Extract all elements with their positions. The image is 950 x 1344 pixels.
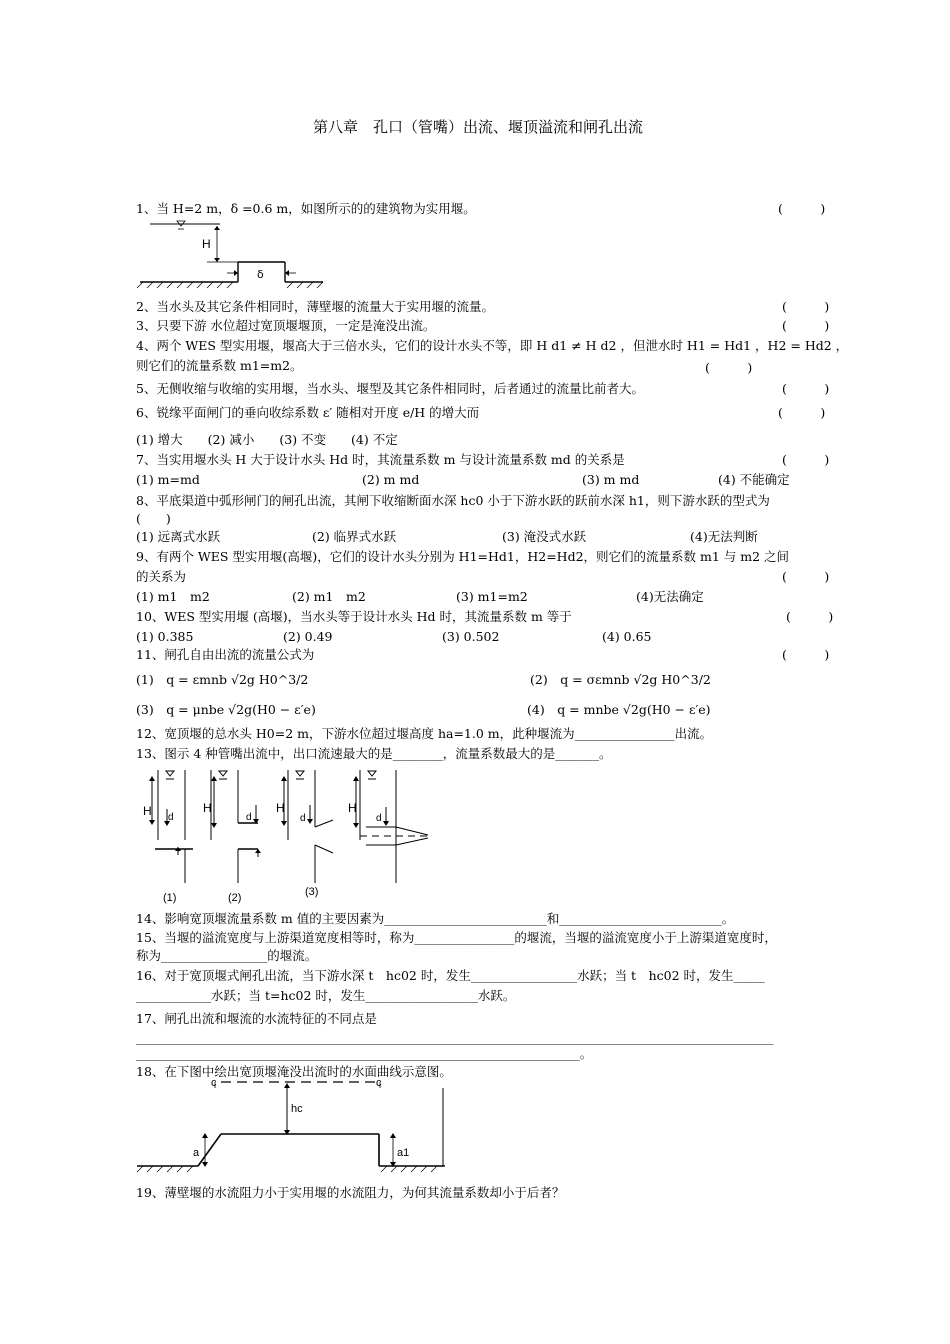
answer-blank-7[interactable]: ( ) [782, 452, 830, 467]
figure-1-weir [135, 216, 325, 296]
answer-blank-11[interactable]: ( ) [782, 647, 830, 662]
question-13: 13、图示 4 种管嘴出流中，出口流速最大的是________，流量系数最大的是_______。 [136, 746, 612, 761]
fig13-d-label-1: d [168, 812, 174, 823]
question-14: 14、影响宽顶堰流量系数 m 值的主要因素为__________________________和__________________________。 [136, 911, 735, 926]
question-8: 8、平底渠道中弧形闸门的闸孔出流，其闸下收缩断面水深 hc0 小于下游水跃的跃前水深 h1，则下游水跃的型式为 [136, 493, 770, 508]
fig13-H-label-1: H [143, 804, 152, 818]
question-15-cont: 称为_________________的堰流。 [136, 948, 318, 963]
answer-blank-9[interactable]: ( ) [782, 569, 830, 584]
question-4: 4、两个 WES 型实用堰，堰高大于三倍水头，它们的设计水头不等，即 H d1 ≠ H d2 ，但泄水时 H1 = Hd1 ，H2 = Hd2 ， [136, 338, 849, 353]
q7-option-4: (4) 不能确定 [718, 472, 790, 487]
figure-13-nozzles [138, 765, 438, 905]
question-18: 18、在下图中绘出宽顶堰淹没出流时的水面曲线示意图。 [136, 1064, 452, 1079]
answer-blank-1[interactable]: ( ) [778, 201, 826, 216]
q11-option-1: (1) q = εmnb √2g H0^3/2 [136, 672, 309, 687]
question-3: 3、只要下游 水位超过宽顶堰堰顶，一定是淹没出流。 [136, 318, 436, 333]
answer-blank-10[interactable]: ( ) [786, 609, 834, 624]
q8-option-2: (2) 临界式水跃 [312, 529, 397, 544]
fig18-c-label-left: c [211, 1077, 217, 1089]
question-6-options: (1) 增大 (2) 减小 (3) 不变 (4) 不定 [136, 432, 398, 447]
fig13-d-label-2: d [246, 812, 252, 823]
question-15: 15、当堰的溢流宽度与上游渠道宽度相等时，称为________________的堰流，当堰的溢流宽度小于上游渠道宽度时， [136, 930, 777, 945]
fig13-d-label-3: d [300, 813, 306, 824]
q9-option-4: (4)无法确定 [636, 589, 704, 604]
question-17: 17、闸孔出流和堰流的水流特征的不同点是 [136, 1011, 377, 1026]
q7-option-2: (2) m md [362, 472, 420, 487]
fig13-label-3: (3) [305, 886, 319, 898]
fig1-H-label: H [202, 237, 211, 251]
q8-option-1: (1) 远离式水跃 [136, 529, 221, 544]
fig13-H-label-4: H [348, 801, 357, 815]
question-10: 10、WES 型实用堰 (高堰)，当水头等于设计水头 Hd 时，其流量系数 m 等于 [136, 609, 572, 624]
answer-blank-2[interactable]: ( ) [782, 299, 830, 314]
answer-line-17b[interactable]: _______________________________________________________________________。 [136, 1046, 593, 1061]
fig13-label-2: (2) [228, 892, 242, 904]
fig18-a1-label: a1 [397, 1147, 410, 1159]
question-11: 11、闸孔自由出流的流量公式为 [136, 647, 315, 662]
q10-option-4: (4) 0.65 [602, 629, 652, 644]
q10-option-3: (3) 0.502 [442, 629, 500, 644]
page-title: 第八章 孔口（管嘴）出流、堰顶溢流和闸孔出流 [313, 118, 644, 136]
question-9-cont: 的关系为 [136, 569, 187, 584]
answer-blank-8[interactable]: ( ) [136, 511, 171, 526]
fig18-c-label-right: c [376, 1077, 382, 1089]
q11-option-4: (4) q = mnbe √2g(H0 − ε′e) [527, 702, 711, 717]
q11-option-3: (3) q = μnbe √2g(H0 − ε′e) [136, 702, 316, 717]
question-16-cont: ____________水跃；当 t=hc02 时，发生__________________水跃。 [136, 988, 516, 1003]
fig1-delta-label: δ [257, 268, 264, 281]
fig13-label-1: (1) [163, 892, 177, 904]
question-4-cont: 则它们的流量系数 m1=m2。 [136, 358, 303, 373]
q8-option-4: (4)无法判断 [690, 529, 758, 544]
question-2: 2、当水头及其它条件相同时，薄壁堰的流量大于实用堰的流量。 [136, 299, 494, 314]
q10-option-2: (2) 0.49 [283, 629, 333, 644]
answer-line-17a[interactable]: ______________________________________________________________________________________________________ [136, 1030, 774, 1045]
q9-option-1: (1) m1 m2 [136, 589, 210, 604]
question-9: 9、有两个 WES 型实用堰(高堰)，它们的设计水头分别为 H1=Hd1，H2=Hd2，则它们的流量系数 m1 与 m2 之间 [136, 549, 790, 564]
answer-blank-6[interactable]: ( ) [778, 405, 826, 420]
question-7: 7、当实用堰水头 H 大于设计水头 Hd 时，其流量系数 m 与设计流量系数 md 的关系是 [136, 452, 625, 467]
question-19: 19、薄壁堰的水流阻力小于实用堰的水流阻力，为何其流量系数却小于后者？ [136, 1185, 565, 1200]
q8-option-3: (3) 淹没式水跃 [502, 529, 587, 544]
q10-option-1: (1) 0.385 [136, 629, 194, 644]
fig13-H-label-2: H [203, 801, 212, 815]
figure-18-broad-crested-weir [135, 1076, 455, 1180]
q9-option-3: (3) m1=m2 [456, 589, 528, 604]
fig18-hc-label: hc [291, 1103, 303, 1115]
question-6: 6、锐缘平面闸门的垂向收综系数 ε′ 随相对开度 e/H 的增大而 [136, 405, 480, 420]
fig13-d-label-4: d [376, 813, 382, 824]
fig13-H-label-3: H [276, 801, 285, 815]
answer-blank-4[interactable]: ( ) [705, 360, 753, 375]
q9-option-2: (2) m1 m2 [292, 589, 366, 604]
fig18-a-label: a [193, 1147, 200, 1159]
question-1: 1、当 H=2 m，δ =0.6 m，如图所示的的建筑物为实用堰。 [136, 201, 476, 216]
question-16: 16、对于宽顶堰式闸孔出流，当下游水深 t hc02 时，发生_________________水跃；当 t hc02 时，发生_____ [136, 968, 765, 983]
answer-blank-3[interactable]: ( ) [782, 318, 830, 333]
q11-option-2: (2) q = σεmnb √2g H0^3/2 [530, 672, 711, 687]
question-12: 12、宽顶堰的总水头 H0=2 m，下游水位超过堰高度 ha=1.0 m，此种堰流为________________出流。 [136, 726, 713, 741]
q7-option-1: (1) m=md [136, 472, 200, 487]
question-5: 5、无侧收缩与收缩的实用堰，当水头、堰型及其它条件相同时，后者通过的流量比前者大。 [136, 381, 644, 396]
q7-option-3: (3) m md [582, 472, 640, 487]
answer-blank-5[interactable]: ( ) [782, 381, 830, 396]
